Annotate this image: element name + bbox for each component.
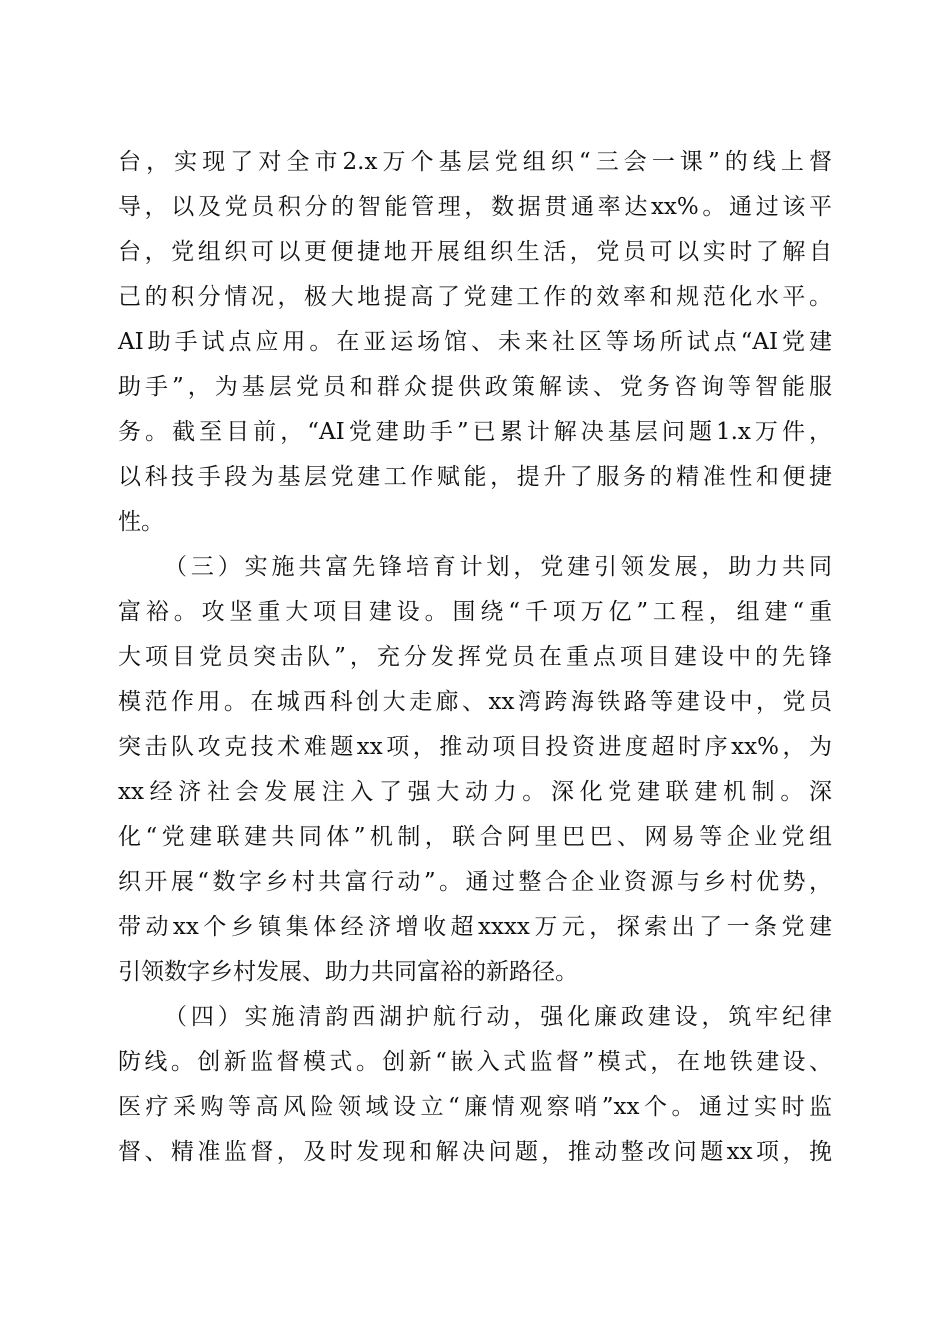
- text-line: 带动xx个乡镇集体经济增收超xxxx万元，探索出了一条党建: [118, 914, 832, 940]
- text-line: 富裕。攻坚重大项目建设。围绕“千项万亿”工程，组建“重: [118, 599, 832, 625]
- text-line: 突击队攻克技术难题xx项，推动项目投资进度超时序xx%，为: [118, 734, 832, 760]
- document-body: [118, 140, 832, 1175]
- text-line: 导，以及党员积分的智能管理，数据贯通率达xx%。通过该平: [118, 194, 832, 220]
- text-line: 医疗采购等高风险领域设立“廉情观察哨”xx个。通过实时监: [118, 1094, 832, 1120]
- text-line: 台，实现了对全市2.x万个基层党组织“三会一课”的线上督: [118, 149, 832, 175]
- text-line: 化“党建联建共同体”机制，联合阿里巴巴、网易等企业党组: [118, 824, 832, 850]
- section-heading-line: （四）实施清韵西湖护航行动，强化廉政建设，筑牢纪律: [164, 1004, 832, 1030]
- text-line: AI助手试点应用。在亚运场馆、未来社区等场所试点“AI党建: [118, 329, 832, 355]
- text-line: 织开展“数字乡村共富行动”。通过整合企业资源与乡村优势，: [118, 869, 832, 895]
- paragraph-end-line: 性。: [118, 509, 164, 535]
- text-line: 防线。创新监督模式。创新“嵌入式监督”模式，在地铁建设、: [118, 1049, 832, 1075]
- section-heading-line: （三）实施共富先锋培育计划，党建引领发展，助力共同: [164, 554, 832, 580]
- text-line: 督、精准监督，及时发现和解决问题，推动整改问题xx项，挽: [118, 1139, 832, 1165]
- text-line: 务。截至目前，“AI党建助手”已累计解决基层问题1.x万件，: [118, 419, 832, 445]
- text-line: 以科技手段为基层党建工作赋能，提升了服务的精准性和便捷: [118, 464, 832, 490]
- text-line: 助手”，为基层党员和群众提供政策解读、党务咨询等智能服: [118, 374, 832, 400]
- text-line: 台，党组织可以更便捷地开展组织生活，党员可以实时了解自: [118, 239, 832, 265]
- text-line: 己的积分情况，极大地提高了党建工作的效率和规范化水平。: [118, 284, 832, 310]
- text-line: xx经济社会发展注入了强大动力。深化党建联建机制。深: [118, 779, 832, 805]
- paragraph-end-line: 引领数字乡村发展、助力共同富裕的新路径。: [118, 959, 578, 985]
- text-line: 大项目党员突击队”，充分发挥党员在重点项目建设中的先锋: [118, 644, 832, 670]
- text-line: 模范作用。在城西科创大走廊、xx湾跨海铁路等建设中，党员: [118, 689, 832, 715]
